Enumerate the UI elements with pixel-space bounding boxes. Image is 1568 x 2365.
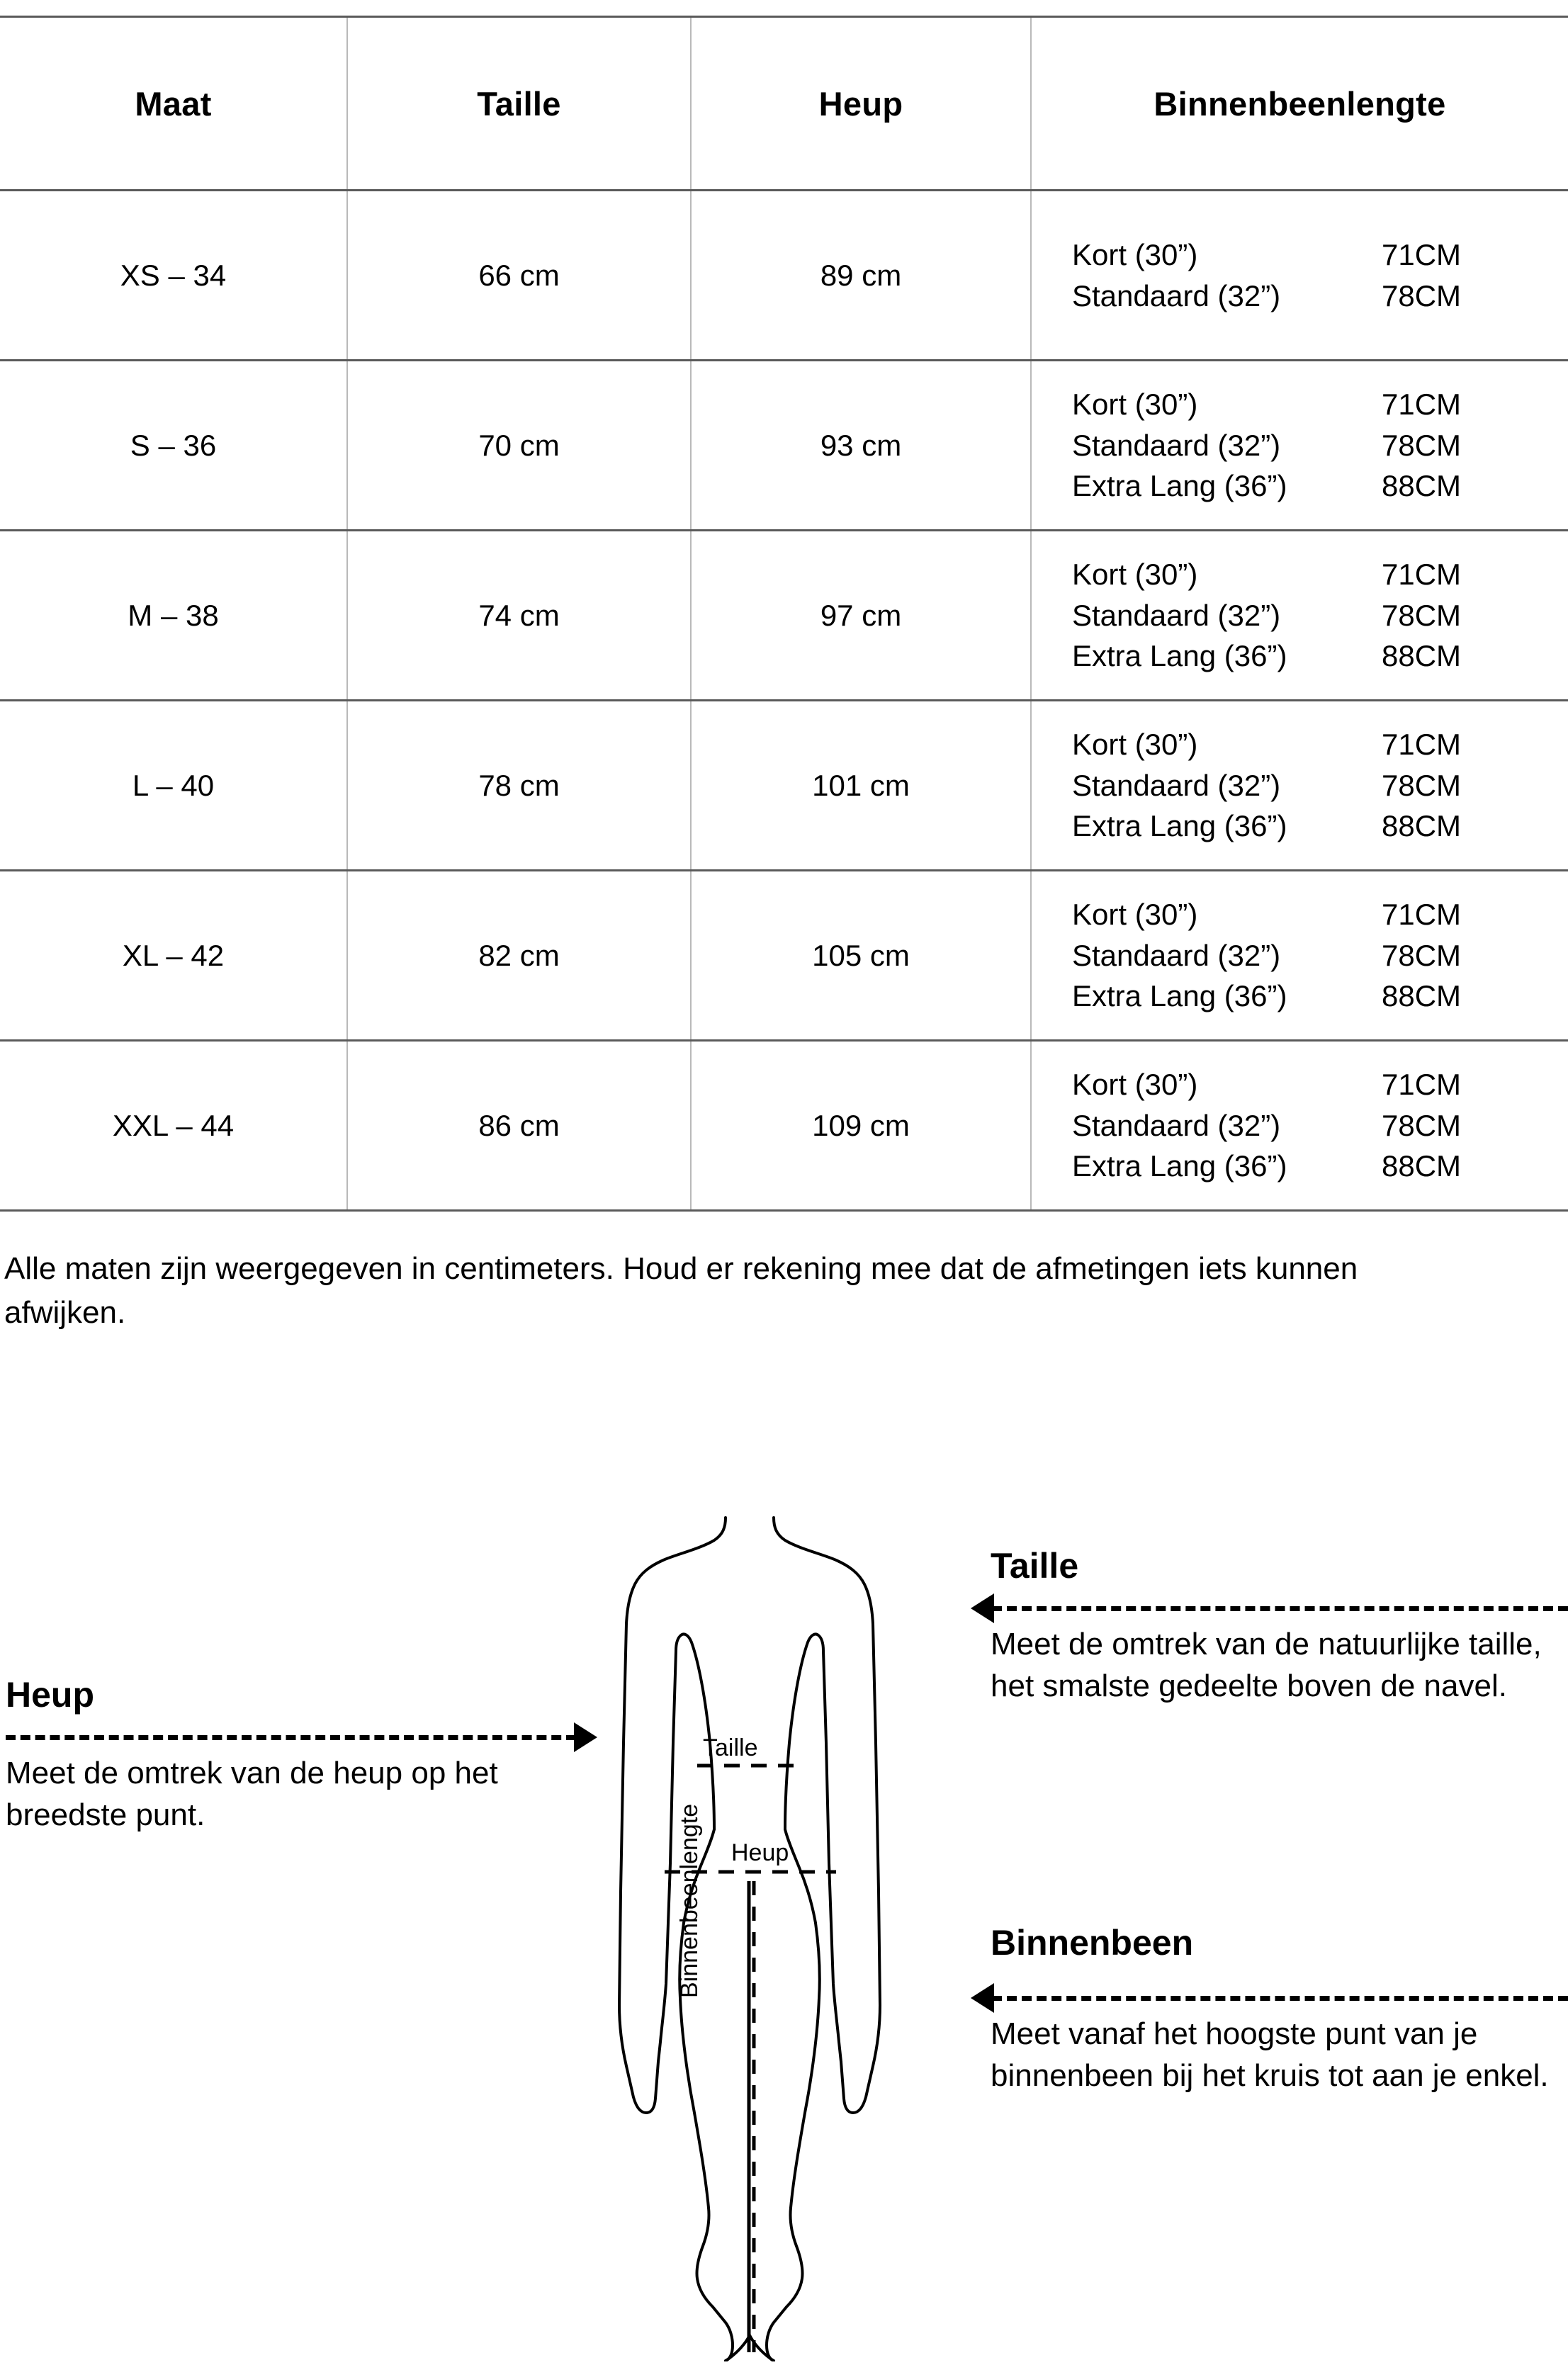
figure-label-binnenbeenlengte: Binnenbeenlengte <box>676 1803 703 1998</box>
inseam-option-label: Kort (30”) <box>1072 897 1198 931</box>
inseam-option-list <box>1032 871 1568 1039</box>
annotation-heup-body-wrap <box>6 1753 573 1836</box>
inseam-option-label: Extra Lang (36”) <box>1072 1149 1287 1183</box>
inseam-option <box>1072 807 1540 845</box>
inseam-option-label: Kort (30”) <box>1072 1067 1198 1101</box>
cell-maat: S – 36 <box>0 361 347 531</box>
column-header-maat: Maat <box>0 17 347 191</box>
inseam-option-value: 71CM <box>1382 387 1462 421</box>
inseam-option <box>1072 555 1540 594</box>
inseam-option <box>1072 977 1540 1015</box>
inseam-option <box>1072 1107 1540 1145</box>
annotation-binnenbeen <box>991 1924 1564 1962</box>
cell-binnenbeenlengte <box>1031 361 1568 531</box>
inseam-option-label: Standaard (32”) <box>1072 768 1281 802</box>
measurement-diagram <box>0 1516 1568 2361</box>
annotation-binnenbeen-body: Meet vanaf het hoogste punt van je binnenbeen bij het kruis tot aan je enkel. <box>991 2016 1549 2093</box>
inseam-option <box>1072 385 1540 424</box>
measurement-disclaimer: Alle maten zijn weergegeven in centimeters. Houd er rekening mee dat de afmetingen iets kunnen afwijken. <box>4 1251 1358 1331</box>
cell-binnenbeenlengte <box>1031 531 1568 701</box>
table-row <box>0 1041 1568 1211</box>
arrow-taille-dash <box>992 1606 1568 1611</box>
cell-maat: L – 40 <box>0 701 347 871</box>
table-row <box>0 701 1568 871</box>
inseam-option-value: 71CM <box>1382 727 1462 761</box>
cell-heup: 93 cm <box>691 361 1031 531</box>
cell-taille: 78 cm <box>347 701 691 871</box>
size-table-section <box>0 16 1568 1212</box>
arrow-heup-dash <box>6 1735 576 1740</box>
cell-binnenbeenlengte <box>1031 701 1568 871</box>
cell-taille: 74 cm <box>347 531 691 701</box>
inseam-option-list <box>1032 361 1568 529</box>
cell-heup: 105 cm <box>691 871 1031 1041</box>
inseam-option-value: 71CM <box>1382 1067 1462 1101</box>
cell-binnenbeenlengte <box>1031 871 1568 1041</box>
inseam-option-value: 78CM <box>1382 1108 1462 1142</box>
annotation-taille-body: Meet de omtrek van de natuurlijke taille, het smalste gedeelte boven de navel. <box>991 1627 1542 1703</box>
inseam-option-value: 88CM <box>1382 1149 1462 1183</box>
inseam-option <box>1072 767 1540 805</box>
inseam-option-label: Extra Lang (36”) <box>1072 469 1287 503</box>
annotation-heup-body: Meet de omtrek van de heup op het breedste punt. <box>6 1756 498 1832</box>
table-body <box>0 191 1568 1211</box>
cell-taille: 66 cm <box>347 191 691 361</box>
inseam-option-label: Kort (30”) <box>1072 557 1198 591</box>
column-header-binnenbeenlengte: Binnenbeenlengte <box>1031 17 1568 191</box>
body-silhouette-figure <box>587 1438 913 2361</box>
inseam-option <box>1072 1147 1540 1185</box>
annotation-binnenbeen-title: Binnenbeen <box>991 1923 1194 1963</box>
cell-maat: XXL – 44 <box>0 1041 347 1211</box>
table-row <box>0 361 1568 531</box>
table-row <box>0 191 1568 361</box>
arrow-binnenbeen-dash <box>992 1996 1568 2001</box>
inseam-option-value: 88CM <box>1382 809 1462 843</box>
inseam-option-value: 88CM <box>1382 979 1462 1013</box>
inseam-option-label: Extra Lang (36”) <box>1072 809 1287 843</box>
inseam-option <box>1072 277 1540 315</box>
inseam-option-value: 78CM <box>1382 278 1462 312</box>
inseam-option-list <box>1032 531 1568 699</box>
annotation-binnenbeen-body-wrap <box>991 2014 1564 2096</box>
inseam-option-label: Standaard (32”) <box>1072 938 1281 972</box>
table-header-row <box>0 17 1568 191</box>
inseam-option <box>1072 427 1540 465</box>
table-header <box>0 17 1568 191</box>
figure-label-taille: Taille <box>703 1734 758 1761</box>
inseam-option <box>1072 467 1540 505</box>
cell-heup: 89 cm <box>691 191 1031 361</box>
table-row <box>0 531 1568 701</box>
inseam-option-label: Standaard (32”) <box>1072 1108 1281 1142</box>
annotation-heup-title: Heup <box>6 1675 94 1715</box>
cell-maat: XS – 34 <box>0 191 347 361</box>
inseam-option-list <box>1032 1042 1568 1209</box>
inseam-option-label: Kort (30”) <box>1072 237 1198 271</box>
inseam-option-list <box>1032 191 1568 359</box>
inseam-option-value: 78CM <box>1382 938 1462 972</box>
inseam-option-label: Extra Lang (36”) <box>1072 639 1287 673</box>
inseam-option-label: Standaard (32”) <box>1072 598 1281 632</box>
inseam-option <box>1072 597 1540 635</box>
annotation-taille <box>991 1547 1557 1585</box>
inseam-option-label: Kort (30”) <box>1072 727 1198 761</box>
inseam-option <box>1072 937 1540 975</box>
column-header-taille: Taille <box>347 17 691 191</box>
cell-maat: XL – 42 <box>0 871 347 1041</box>
inseam-option <box>1072 1066 1540 1104</box>
table-row <box>0 871 1568 1041</box>
inseam-option-value: 71CM <box>1382 897 1462 931</box>
inseam-option-value: 88CM <box>1382 639 1462 673</box>
annotation-taille-title: Taille <box>991 1546 1079 1586</box>
cell-heup: 101 cm <box>691 701 1031 871</box>
cell-binnenbeenlengte <box>1031 1041 1568 1211</box>
inseam-option-value: 78CM <box>1382 768 1462 802</box>
column-header-heup: Heup <box>691 17 1031 191</box>
annotation-taille-body-wrap <box>991 1624 1550 1707</box>
cell-binnenbeenlengte <box>1031 191 1568 361</box>
inseam-option-label: Kort (30”) <box>1072 387 1198 421</box>
inseam-option-value: 78CM <box>1382 598 1462 632</box>
arrow-head-left-icon <box>971 1593 994 1623</box>
inseam-option-value: 71CM <box>1382 237 1462 271</box>
inseam-option-label: Extra Lang (36”) <box>1072 979 1287 1013</box>
annotation-heup <box>6 1676 587 1714</box>
inseam-option-value: 71CM <box>1382 557 1462 591</box>
cell-taille: 82 cm <box>347 871 691 1041</box>
inseam-option <box>1072 726 1540 764</box>
arrow-head-left-icon <box>971 1983 994 2013</box>
cell-heup: 97 cm <box>691 531 1031 701</box>
inseam-option <box>1072 637 1540 675</box>
cell-taille: 86 cm <box>347 1041 691 1211</box>
inseam-option-label: Standaard (32”) <box>1072 278 1281 312</box>
cell-heup: 109 cm <box>691 1041 1031 1211</box>
size-chart-table <box>0 16 1568 1212</box>
figure-label-heup: Heup <box>731 1839 789 1866</box>
inseam-option-value: 88CM <box>1382 469 1462 503</box>
inseam-option <box>1072 896 1540 934</box>
inseam-option <box>1072 236 1540 274</box>
cell-maat: M – 38 <box>0 531 347 701</box>
body-outline-icon <box>587 1438 913 2361</box>
inseam-option-value: 78CM <box>1382 428 1462 462</box>
cell-taille: 70 cm <box>347 361 691 531</box>
inseam-option-list <box>1032 701 1568 869</box>
inseam-option-label: Standaard (32”) <box>1072 428 1281 462</box>
